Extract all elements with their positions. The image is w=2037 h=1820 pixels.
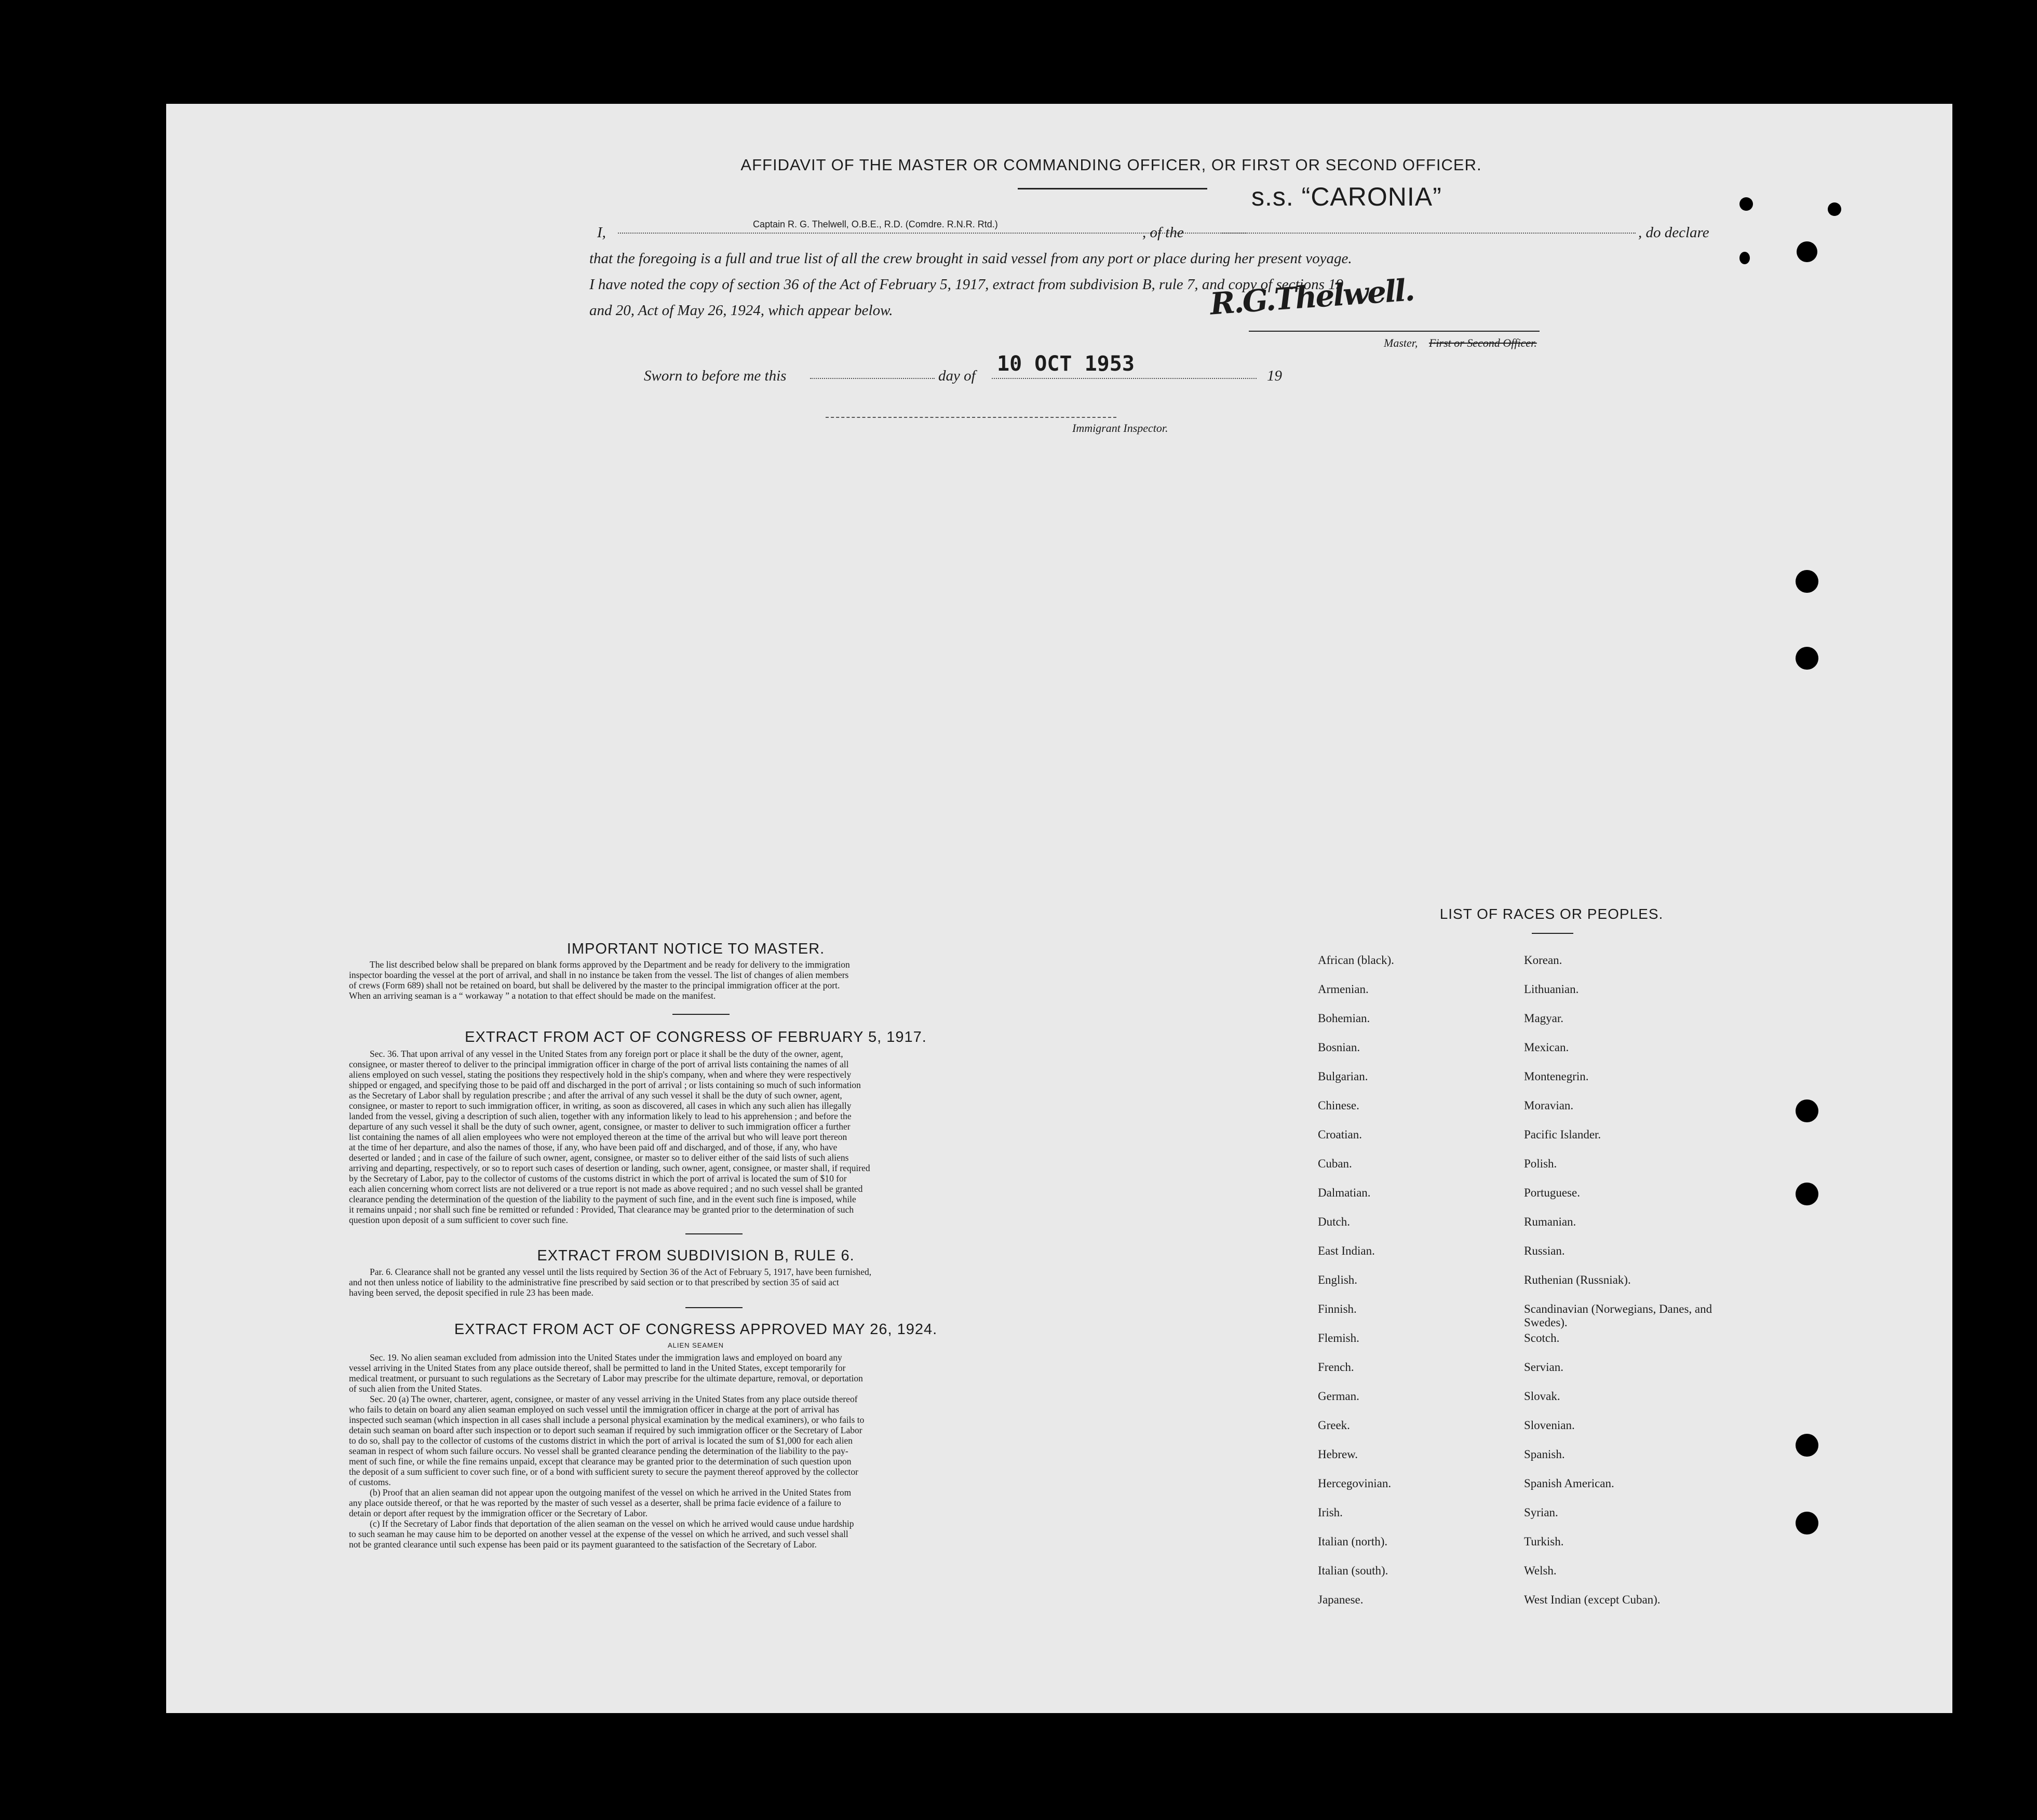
- race-entry: Servian.: [1524, 1361, 1564, 1374]
- race-entry: Flemish.: [1318, 1332, 1359, 1344]
- extract-1917-line: consignee, or master thereof to deliver to the principal immigration officer in charge of the port of arrival lists containing the names of all: [349, 1059, 849, 1069]
- declaration-line-3: and 20, Act of May 26, 1924, which appear below.: [589, 302, 893, 319]
- extract-1924-line: vessel arriving in the United States from any place outside thereof, shall be permitted to land in the United States, except temporarily for: [349, 1363, 846, 1373]
- punch-hole: [1796, 1434, 1818, 1457]
- race-entry: Spanish American.: [1524, 1477, 1614, 1490]
- race-entry: Montenegrin.: [1524, 1070, 1589, 1083]
- extract-1924-line: to such seaman he may cause him to be deported on another vessel at the expense of the vessel on which he arrived, and such vessel shall: [349, 1529, 848, 1539]
- extract-1924-title: EXTRACT FROM ACT OF CONGRESS APPROVED MAY 26, 1924.: [454, 1321, 938, 1338]
- signature-rule: [1249, 331, 1540, 332]
- extract-1924-line: of customs.: [349, 1477, 391, 1487]
- punch-hole: [1796, 570, 1818, 593]
- year-prefix: 19: [1267, 368, 1282, 384]
- race-entry: Hercegovinian.: [1318, 1477, 1392, 1490]
- race-entry: Bulgarian.: [1318, 1070, 1368, 1083]
- affidavit-title: AFFIDAVIT OF THE MASTER OR COMMANDING OFFICER, OR FIRST OR SECOND OFFICER.: [740, 156, 1482, 174]
- extract-1917-line: each alien concerning whom correct lists are not delivered or a true report is not made as above required ; and no such vessel shall be granted: [349, 1184, 863, 1194]
- extract-1924-line: medical treatment, or pursuant to such regulations as the Secretary of Labor may prescribe for the ultimate departure, removal, or deportation: [349, 1373, 863, 1383]
- extract-1924-line: detain such seaman on board after such inspection or to deport such seaman if required by such immigration officer or the Secretary of Labor: [349, 1425, 862, 1435]
- extract-1917-line: list containing the names of all alien employees who were not employed thereon at the time of the arrival but who will leave port thereon: [349, 1132, 847, 1142]
- extract-1917-line: by the Secretary of Labor, pay to the collector of customs of the customs district in which the port of arrival is located the sum of $10 for: [349, 1173, 847, 1184]
- race-entry: Bosnian.: [1318, 1041, 1360, 1054]
- extract-1917-line: at the time of her departure, and also the names of those, if any, who have been paid off and discharged, and of those, if any, who have: [349, 1142, 838, 1152]
- sworn-month-line: [992, 378, 1257, 379]
- master-signature: R.G.Thelwell.: [1209, 272, 1415, 322]
- of-the-text: , of the: [1142, 224, 1184, 241]
- punch-hole: [1796, 647, 1818, 670]
- extract-1924-line: not be granted clearance until such expense has been paid or its payment guaranteed to the satisfaction of the Secretary of Labor.: [349, 1539, 817, 1550]
- race-entry: Dalmatian.: [1318, 1186, 1371, 1199]
- port-line: [1220, 233, 1636, 234]
- notice-line: The list described below shall be prepared on blank forms approved by the Department and be ready for delivery to the immigration: [370, 959, 850, 970]
- race-entry: Cuban.: [1318, 1157, 1352, 1170]
- race-entry: Turkish.: [1524, 1535, 1564, 1548]
- extract-1917-line: arriving and departing, respectively, or so to report such cases of desertion or landing, such owner, agent, consignee, or master shall, if required: [349, 1163, 870, 1173]
- master-label: Master,: [1384, 336, 1418, 349]
- race-entry: Rumanian.: [1524, 1215, 1576, 1228]
- race-entry: Spanish.: [1524, 1448, 1565, 1461]
- declaration-line-2: I have noted the copy of section 36 of the Act of February 5, 1917, extract from subdivision B, rule 7, and copy of sections 19: [589, 276, 1344, 293]
- extract-1924-line: (c) If the Secretary of Labor finds that deportation of the alien seaman on the vessel on which he arrived would cause undue hardship: [370, 1518, 854, 1529]
- race-entry: Portuguese.: [1524, 1186, 1580, 1199]
- race-entry: Finnish.: [1318, 1302, 1357, 1315]
- notice-line: of crews (Form 689) shall not be retained on board, but shall be delivered by the master to the principal immigration officer at the port.: [349, 980, 840, 990]
- extract-1917-body: [349, 1049, 1071, 1225]
- race-entry: Moravian.: [1524, 1099, 1574, 1112]
- extract-1924-line: the deposit of a sum sufficient to cover such fine, or of a bond with sufficient surety to secure the payment thereof approved by the collector: [349, 1466, 858, 1477]
- punch-hole: [1739, 197, 1753, 211]
- punch-hole: [1796, 1099, 1818, 1122]
- notice-line: When an arriving seaman is a “ workaway ” a notation to that effect should be made on the manifest.: [349, 990, 716, 1001]
- race-entry: English.: [1318, 1273, 1358, 1286]
- race-entry: Hebrew.: [1318, 1448, 1358, 1461]
- inspector-line: [826, 417, 1116, 418]
- race-entry: Armenian.: [1318, 983, 1369, 996]
- race-entry: Scandinavian (Norwegians, Danes, and Swedes).: [1524, 1302, 1712, 1329]
- extract-1917-line: aliens employed on such vessel, stating the positions they respectively hold in the ship's company, when and where they were respectively: [349, 1069, 852, 1080]
- extract-1924-line: detain or deport after request by the immigration officer or the Secretary of Labor.: [349, 1508, 648, 1518]
- races-title: LIST OF RACES OR PEOPLES.: [1439, 906, 1664, 922]
- alien-seamen-subtitle: ALIEN SEAMEN: [667, 1341, 724, 1349]
- extract-1917-line: Sec. 36. That upon arrival of any vessel in the United States from any foreign port or place it shall be the duty of the owner, agent,: [370, 1049, 843, 1059]
- subdivision-line: having been served, the deposit specified in rule 23 has been made.: [349, 1287, 593, 1298]
- extract-1917-title: EXTRACT FROM ACT OF CONGRESS OF FEBRUARY 5, 1917.: [465, 1029, 927, 1045]
- date-stamp: 10 OCT 1953: [997, 352, 1135, 376]
- sworn-label: Sworn to before me this: [644, 368, 787, 384]
- race-entry: Lithuanian.: [1524, 983, 1579, 996]
- punch-hole: [1796, 1183, 1818, 1205]
- extract-1924-line: to do so, shall pay to the collector of customs of the customs district in which the port of arrival is located the sum of $1,000 for each alien: [349, 1435, 853, 1446]
- race-entry: Dutch.: [1318, 1215, 1350, 1228]
- race-entry: Japanese.: [1318, 1593, 1364, 1606]
- race-entry: Ruthenian (Russniak).: [1524, 1273, 1631, 1286]
- race-entry: West Indian (except Cuban).: [1524, 1593, 1661, 1606]
- race-entry: Slovak.: [1524, 1390, 1560, 1403]
- extract-1924-line: Sec. 19. No alien seaman excluded from admission into the United States under the immigration laws and employed on board any: [370, 1352, 842, 1363]
- subdivision-line: and not then unless notice of liability to the administrative fine prescribed by said section or to that prescribed by section 35 of said act: [349, 1277, 839, 1287]
- intro-text: I,: [597, 224, 606, 241]
- race-entry: Syrian.: [1524, 1506, 1558, 1519]
- race-entry: Polish.: [1524, 1157, 1557, 1170]
- title-rule: [1018, 188, 1207, 189]
- extract-1924-line: who fails to detain on board any alien seaman employed on such vessel until the immigration officer in charge at the port of arrival has: [349, 1404, 840, 1415]
- race-entry: Irish.: [1318, 1506, 1343, 1519]
- notice-body: [349, 959, 1071, 1001]
- section-rule: [672, 1014, 730, 1015]
- race-entry: Greek.: [1318, 1419, 1350, 1432]
- race-entry: Bohemian.: [1318, 1012, 1370, 1025]
- race-entry: African (black).: [1318, 954, 1394, 967]
- extract-1917-line: shipped or engaged, and specifying those to be paid off and discharged in the port of arrival ; or lists containing so much of such information: [349, 1080, 861, 1090]
- extract-1924-line: seaman in respect of whom such failure occurs. No vessel shall be granted clearance pending the determination of the liability to the pay-: [349, 1446, 848, 1456]
- race-entry: Italian (north).: [1318, 1535, 1388, 1548]
- inspector-label: Immigrant Inspector.: [1072, 422, 1168, 434]
- sworn-day-line: [810, 378, 935, 379]
- races-rule: [1532, 933, 1573, 934]
- notice-line: inspector boarding the vessel at the port of arrival, and shall in no instance be taken from the vessel. The list of changes of alien members: [349, 970, 849, 980]
- race-entry: Russian.: [1524, 1244, 1565, 1257]
- race-entry: Korean.: [1524, 954, 1562, 967]
- extract-1917-line: landed from the vessel, giving a description of such alien, together with any information likely to lead to his apprehension ; and before the: [349, 1111, 852, 1121]
- do-declare-text: , do declare: [1638, 224, 1709, 241]
- punch-hole: [1797, 241, 1817, 262]
- punch-hole: [1796, 1512, 1818, 1534]
- officer-label-struck: First or Second Officer.: [1429, 336, 1537, 349]
- race-entry: German.: [1318, 1390, 1359, 1403]
- race-entry: Scotch.: [1524, 1332, 1560, 1344]
- punch-hole: [1739, 252, 1750, 264]
- subdivision-body: [349, 1267, 1071, 1298]
- section-rule: [685, 1307, 743, 1308]
- races-right-column: [1524, 954, 1742, 1622]
- extract-1917-line: deserted or landed ; and in case of the failure of such owner, agent, consignee, or master so to deliver either of the said lists of such aliens: [349, 1152, 849, 1163]
- race-entry: Italian (south).: [1318, 1564, 1388, 1577]
- extract-1924-line: inspected such seaman (which inspection in all cases shall include a personal physical examination by the medical examiners), or who fails to: [349, 1415, 865, 1425]
- race-entry: Magyar.: [1524, 1012, 1564, 1025]
- race-entry: French.: [1318, 1361, 1354, 1374]
- section-rule: [685, 1233, 743, 1234]
- race-entry: Mexican.: [1524, 1041, 1569, 1054]
- subdivision-line: Par. 6. Clearance shall not be granted any vessel until the lists required by Section 36 of the Act of February 5, 1917, have been furnished,: [370, 1267, 872, 1277]
- extract-1917-line: clearance pending the determination of the question of the liability to the payment of such fine, and in the event such fine is imposed, while: [349, 1194, 856, 1204]
- captain-name: Captain R. G. Thelwell, O.B.E., R.D. (Comdre. R.N.R. Rtd.): [753, 219, 998, 229]
- subdivision-title: EXTRACT FROM SUBDIVISION B, RULE 6.: [537, 1247, 855, 1264]
- races-left-column: [1318, 954, 1515, 1622]
- race-entry: Slovenian.: [1524, 1419, 1575, 1432]
- extract-1924-line: (b) Proof that an alien seaman did not appear upon the outgoing manifest of the vessel on which he arrived in the United States from: [370, 1487, 852, 1498]
- race-entry: Chinese.: [1318, 1099, 1359, 1112]
- document-sheet: [166, 104, 1952, 1713]
- day-of-label: day of: [938, 368, 976, 384]
- extract-1924-body: [349, 1352, 1071, 1550]
- extract-1917-line: departure of any such vessel it shall be the duty of such owner, agent, consignee, or master to deliver to such immigration officer a further: [349, 1121, 851, 1132]
- extract-1924-line: of such alien from the United States.: [349, 1383, 482, 1394]
- extract-1924-line: any place outside thereof, or that he was reported by the master of such vessel as a deserter, shall be prima facie evidence of a failure to: [349, 1498, 841, 1508]
- race-entry: East Indian.: [1318, 1244, 1375, 1257]
- notice-title: IMPORTANT NOTICE TO MASTER.: [566, 941, 825, 957]
- declaration-line-1: that the foregoing is a full and true list of all the crew brought in said vessel from any port or place during her present voyage.: [589, 250, 1352, 267]
- ship-name: s.s. “CARONIA”: [1251, 182, 1442, 211]
- extract-1924-line: ment of such fine, or while the fine remains unpaid, except that clearance may be granted prior to the determination of such question upon: [349, 1456, 852, 1466]
- race-entry: Pacific Islander.: [1524, 1128, 1601, 1141]
- punch-hole: [1828, 202, 1841, 216]
- extract-1917-line: it remains unpaid ; nor shall such fine be remitted or refunded : Provided, That clearance may be granted prior to the determination of such: [349, 1204, 854, 1215]
- extract-1924-line: Sec. 20 (a) The owner, charterer, agent, consignee, or master of any vessel arriving in the United States from any place outside thereof: [370, 1394, 858, 1404]
- race-entry: Welsh.: [1524, 1564, 1557, 1577]
- extract-1917-line: consignee, or master to report to such immigration officer, in writing, as soon as discovered, all cases in which any such alien has illegally: [349, 1101, 852, 1111]
- race-entry: Croatian.: [1318, 1128, 1362, 1141]
- extract-1917-line: question upon deposit of a sum sufficient to cover such fine.: [349, 1215, 569, 1225]
- extract-1917-line: as the Secretary of Labor shall by regulation prescribe ; and after the arrival of any such vessel it shall be the duty of such owner, agent,: [349, 1090, 842, 1101]
